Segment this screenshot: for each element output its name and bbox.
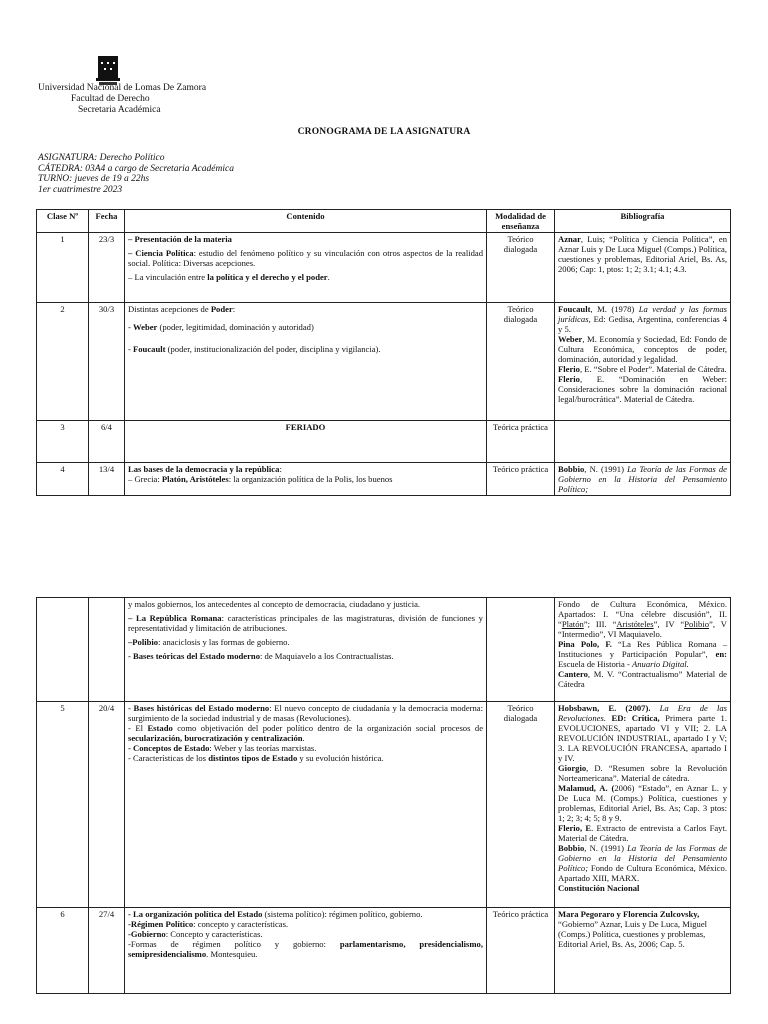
bib-text: Giorgio xyxy=(558,763,587,773)
content-text: - Características de los xyxy=(128,753,209,763)
bib-text: , D. “Resumen sobre la Revolución Norteamericana”. Material de cátedra. xyxy=(558,763,727,783)
content-text: distintos tipos de Estado xyxy=(208,753,298,763)
bib-text: Anuario Digital. xyxy=(631,659,689,669)
content-text: –Polibio xyxy=(128,637,159,647)
course-info xyxy=(38,153,234,195)
bib-text: ”, V “Intermedio”, VI Maquiavelo. xyxy=(558,619,727,639)
content-text: : estudio del fenómeno político y su vinculación con otros aspectos de la realidad social. Política: Diversas acepciones. xyxy=(128,248,484,268)
content-text: como objetivación del poder político dentro de la organización social procesos de xyxy=(172,723,484,733)
content-text: : xyxy=(232,304,236,314)
document-title: CRONOGRAMA DE LA ASIGNATURA xyxy=(297,127,471,137)
content-text: - Bases teóricas del Estado moderno xyxy=(128,651,260,661)
bib-text: Fondo de Cultura Económica, México. Apartado XIII, MARX. xyxy=(558,863,727,883)
course-subject: ASIGNATURA: Derecho Político xyxy=(38,153,165,163)
content-text: (sistema político): régimen político, gobierno. xyxy=(262,909,423,919)
class-content: Distintas acepciones de Poder: - Weber (poder, legitimidad, dominación y autoridad) - Foucault (poder, institucionalización del poder, disciplina y vigilancia). xyxy=(125,303,487,421)
content-text: Weber xyxy=(133,322,158,332)
class-modality xyxy=(487,598,555,702)
content-text: Poder xyxy=(210,304,233,314)
bib-text: Cantero xyxy=(558,669,588,679)
class-modality: Teórico dialogada xyxy=(487,233,555,303)
bib-text: Aznar xyxy=(558,234,581,244)
bib-text: Mara Pegoraro y Florencia Zulcovsky, xyxy=(558,909,700,919)
content-text: : anaciclosis y las formas de gobierno. xyxy=(158,637,290,647)
content-text: -Formas de régimen político y gobierno: xyxy=(128,939,340,949)
class-content xyxy=(125,233,487,303)
table-row xyxy=(37,421,731,463)
bib-text: , M. (1978) xyxy=(590,304,639,314)
class-bibliography xyxy=(555,463,731,496)
content-text: Platón, Aristóteles xyxy=(161,474,229,484)
schedule-table xyxy=(36,209,731,496)
col-header-contenido: Contenido xyxy=(125,210,487,233)
university-logo-icon xyxy=(96,54,120,86)
content-text: -Gobierno xyxy=(128,929,166,939)
class-bibliography xyxy=(555,421,731,463)
content-text: y su evolución histórica. xyxy=(297,753,384,763)
class-content xyxy=(125,463,487,496)
col-header-fecha: Fecha xyxy=(89,210,125,233)
content-text: - La organización política del Estado xyxy=(128,909,263,919)
bib-text: , M. V. “Contractualismo” Material de Cátedra xyxy=(558,669,727,689)
class-bibliography xyxy=(555,702,731,908)
bib-text: “La Res Pública Romana – Instituciones y Participación Popular”, xyxy=(558,639,727,659)
content-text: – Presentación de la materia xyxy=(128,234,232,244)
content-text: : concepto y características. xyxy=(193,919,289,929)
content-text: . xyxy=(302,733,305,743)
holiday-label: FERIADO xyxy=(125,421,487,463)
bib-text: Constitución Nacional xyxy=(558,883,640,893)
faculty-name: Facultad de Derecho xyxy=(71,94,150,104)
course-shift: TURNO: jueves de 19 a 22hs xyxy=(38,174,150,184)
secretary-name: Secretaria Académica xyxy=(78,105,161,115)
class-content xyxy=(125,598,487,702)
bib-text: . Extracto de entrevista a Carlos Fayt. Material de Cátedra. xyxy=(558,823,727,843)
content-text: : Weber y las teorías marxistas. xyxy=(209,743,317,753)
class-number: 4 xyxy=(37,463,89,496)
class-modality: Teórica práctica xyxy=(487,421,555,463)
class-date: 27/4 xyxy=(89,908,125,994)
content-text: . xyxy=(327,272,330,282)
col-header-clase: Clase Nº xyxy=(37,210,89,233)
class-bibliography xyxy=(555,908,731,994)
content-text: Distintas acepciones de xyxy=(128,304,211,314)
content-text: : El nuevo concepto de ciudadanía y la democracia moderna: surgimiento de la sociedad industrial y de masas (Revoluciones). xyxy=(128,703,484,723)
class-number: 2 xyxy=(37,303,89,421)
content-text: - Bases históricas del Estado moderno xyxy=(128,703,270,713)
university-name: Universidad Nacional de Lomas De Zamora xyxy=(38,83,207,93)
class-modality: Teórico dialogada xyxy=(487,702,555,908)
bib-text: Weber xyxy=(558,334,583,344)
content-text: : Concepto y características. xyxy=(165,929,263,939)
content-text: - Conceptos de Estado xyxy=(128,743,210,753)
bib-text: La Era de las Revoluciones. xyxy=(558,703,727,723)
class-date: 20/4 xyxy=(89,702,125,908)
content-text: (poder, legitimidad, dominación y autoridad) xyxy=(157,322,314,332)
class-date: 23/3 xyxy=(89,233,125,303)
content-text: – La vinculación entre xyxy=(128,272,208,282)
bib-text: , M. Economía y Sociedad, Ed: Fondo de Cultura Económica, conceptos de poder, dominación, autoridad y legalidad. xyxy=(558,334,727,364)
content-text: -Régimen Político xyxy=(128,919,194,929)
content-text: secularización, burocratización y centralización xyxy=(128,733,303,743)
bib-text: ED: Crítica, xyxy=(605,713,660,723)
table-row xyxy=(37,702,731,908)
content-text: – La República Romana xyxy=(128,613,222,623)
bib-text: , E. “Dominación en Weber: Consideraciones sobre la dominación racional legal/burocrática”. Material de Cátedra. xyxy=(558,374,727,404)
bib-text: Flerio xyxy=(558,364,580,374)
bib-text: 2006) “Estado”, en Aznar L. y De Luca M. (Comps.) Política, cuestiones y problemas, Editorial Ariel, Bs. As; Cap. 3 ptos: 1; 2; 3; 4; 5; 8 y 9. xyxy=(558,783,727,823)
bib-text: Bobbio xyxy=(558,464,585,474)
class-bibliography xyxy=(555,233,731,303)
content-text: – Ciencia Política xyxy=(128,248,194,258)
bib-text: , N. (1991) xyxy=(584,464,628,474)
course-chair: CÁTEDRA: 03A4 a cargo de Secretaria Académica xyxy=(38,163,234,174)
class-number: 1 xyxy=(37,233,89,303)
class-date xyxy=(89,598,125,702)
schedule-table-continued xyxy=(36,597,731,994)
bib-text: Pina Polo, F. xyxy=(558,639,612,649)
content-text: – Grecia: xyxy=(128,474,162,484)
bib-text: ”; III. “ xyxy=(583,619,617,629)
content-text: : características principales de las magistraturas, división de funciones y representatividad y limitación de atribuciones. xyxy=(128,613,483,633)
class-modality: Teórico práctica xyxy=(487,908,555,994)
class-date: 6/4 xyxy=(89,421,125,463)
course-period: 1er cuatrimestre 2023 xyxy=(38,184,123,195)
class-number: 3 xyxy=(37,421,89,463)
content-text: Foucault xyxy=(133,344,166,354)
col-header-bibliografia: Bibliografía xyxy=(555,210,731,233)
bib-text: Primera parte 1. EVOLUCIONES, apartado VI y VII; 2. LA REVOLUCIÓN INDUSTRIAL, apartado I y V; 3. LA REVOLUCIÓN FRANCESA, apartado I y IV. xyxy=(558,713,727,763)
class-date: 30/3 xyxy=(89,303,125,421)
content-text: Estado xyxy=(147,723,173,733)
bib-text: La Teoría de las Formas de Gobierno en la Historia del Pensamiento Político; xyxy=(558,843,727,873)
bib-text: en: xyxy=(715,649,727,659)
bib-text: Flerio, E xyxy=(558,823,592,833)
class-modality: Teórico dialogada xyxy=(487,303,555,421)
bib-text: Malamud, A. ( xyxy=(558,783,615,793)
bib-text: Bobbio xyxy=(558,843,585,853)
class-content xyxy=(125,908,487,994)
bib-text: ”, IV “ xyxy=(653,619,685,629)
class-number: 6 xyxy=(37,908,89,994)
class-number xyxy=(37,598,89,702)
bib-text: Fondo de Cultura Económica, México. Apartados: I. “Una célebre discusión”, II. “ xyxy=(558,599,727,629)
table-row xyxy=(37,598,731,702)
table-row xyxy=(37,233,731,303)
bib-text: , N. (1991) xyxy=(584,843,628,853)
class-date: 13/4 xyxy=(89,463,125,496)
content-text: : la organización política de la Polis, los buenos xyxy=(228,474,393,484)
bib-text: Escuela de Historia - xyxy=(558,659,632,669)
content-text: (poder, institucionalización del poder, disciplina y vigilancia). xyxy=(165,344,381,354)
bib-text: , Luis; “Política y Ciencia Política”, en Aznar Luis y De Luca Miguel (Comps.) Política, cuestiones y problemas, Editorial Ariel, Bs. As, 2006; Cap: 1, ptos: 1; 2; 3.1; 4.1; 4.3. xyxy=(558,234,727,274)
table-row xyxy=(37,908,731,994)
bib-text: Flerio xyxy=(558,374,580,384)
content-text: la política y el derecho y el poder xyxy=(207,272,328,282)
class-content xyxy=(125,702,487,908)
content-text: parlamentarismo, presidencialismo, semipresidencialismo xyxy=(128,939,483,959)
bib-text: Hobsbawn, E. (2007). xyxy=(558,703,651,713)
table-row xyxy=(37,303,731,421)
content-text: : de Maquiavelo a los Contractualistas. xyxy=(260,651,394,661)
bib-text: Aristóteles xyxy=(616,619,654,629)
institution-header xyxy=(38,83,206,116)
content-text: : xyxy=(279,464,282,474)
bib-text: , E. “Sobre el Poder”. Material de Cátedra. xyxy=(579,364,727,374)
bib-text: Polibio xyxy=(684,619,710,629)
table-row xyxy=(37,463,731,496)
bib-text: La verdad y las formas jurídicas xyxy=(558,304,727,324)
content-text: y malos gobiernos, los antecedentes al concepto de democracia, ciudadano y justicia. xyxy=(128,599,421,609)
bib-text: Foucault xyxy=(558,304,591,314)
class-bibliography xyxy=(555,303,731,421)
content-text: . Montesquieu. xyxy=(206,949,258,959)
class-number: 5 xyxy=(37,702,89,908)
bib-text: La Teoría de las Formas de Gobierno en la Historia del Pensamiento Político; xyxy=(558,464,727,494)
content-text: - El xyxy=(128,723,148,733)
content-text: Las bases de la democracia y la república xyxy=(128,464,280,474)
class-modality: Teórico práctica xyxy=(487,463,555,496)
class-bibliography xyxy=(555,598,731,702)
bib-text: Platón xyxy=(561,619,584,629)
bib-text: , Ed: Gedisa, Argentina, conferencias 4 y 5. xyxy=(558,314,727,334)
bib-text: “Gobierno” Aznar, Luis y De Luca, Miguel (Comps.) Política, cuestiones y problemas, Editorial Ariel, Bs. As, 2006; Cap. 5. xyxy=(558,919,708,949)
table-header-row xyxy=(37,210,731,233)
col-header-modalidad: Modalidad de enseñanza xyxy=(487,210,555,233)
